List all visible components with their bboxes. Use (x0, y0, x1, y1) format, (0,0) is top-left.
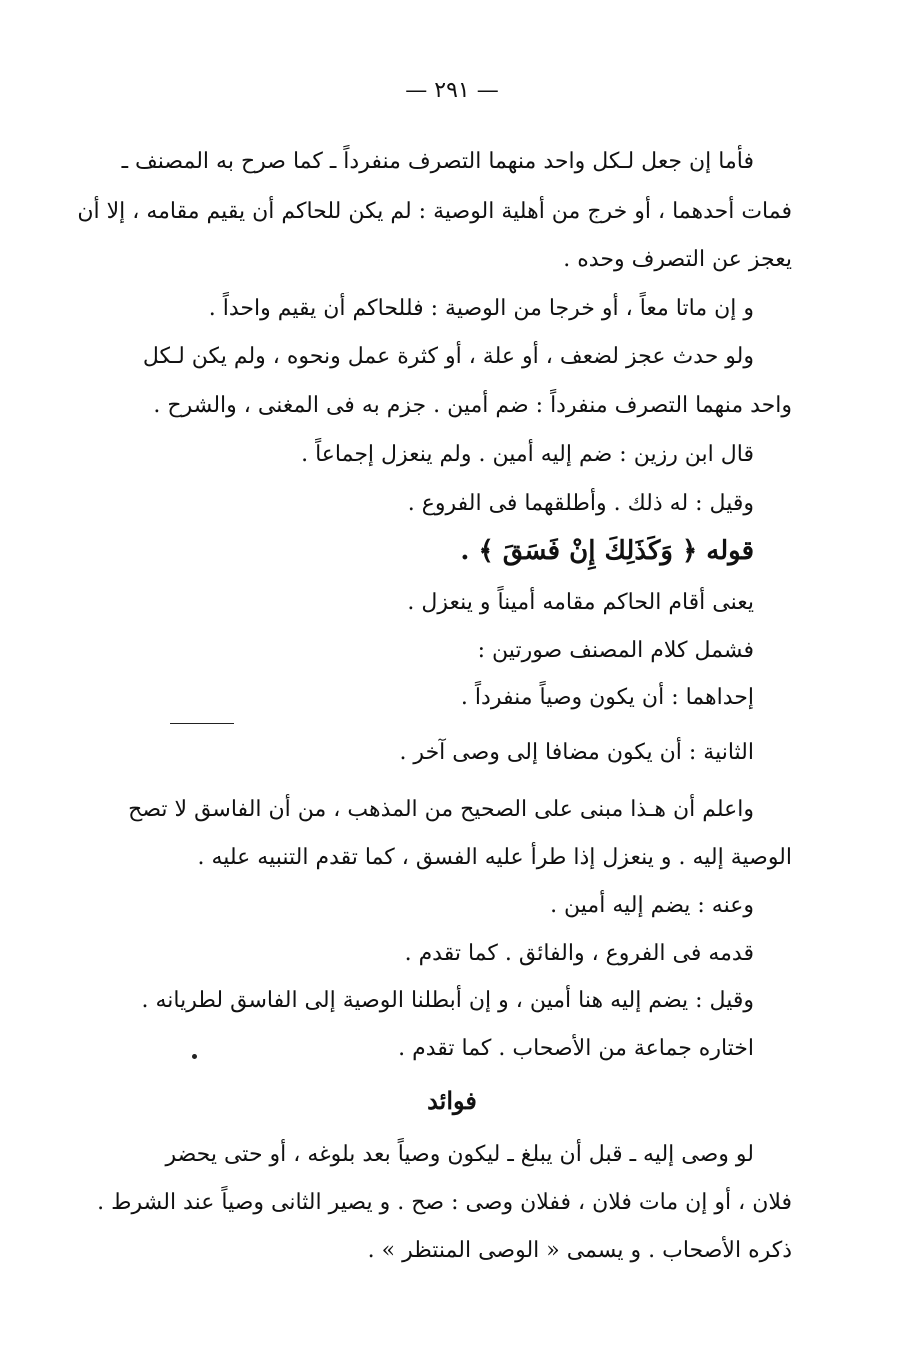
text-line: يعنى أقام الحاكم مقامه أميناً و ينعزل . (407, 590, 754, 615)
text-line: واحد منهما التصرف منفرداً : ضم أمين . جزم به فى المغنى ، والشرح . (153, 393, 792, 418)
text-line: قدمه فى الفروع ، والفائق . كما تقدم . (404, 941, 754, 966)
text-line: وقيل : يضم إليه هنا أمين ، و إن أبطلنا الوصية إلى الفاسق لطريانه . (141, 988, 754, 1013)
separator-line (170, 723, 234, 724)
text-line: فأما إن جعل لـكل واحد منهما التصرف منفرداً ـ كما صرح به المصنف ـ (121, 149, 754, 174)
text-line: ولو حدث عجز لضعف ، أو علة ، أو كثرة عمل ونحوه ، ولم يكن لـكل (142, 344, 754, 369)
section-heading: فوائد (427, 1086, 477, 1115)
text-line: فمات أحدهما ، أو خرج من أهلية الوصية : لم يكن للحاكم أن يقيم مقامه ، إلا أن (77, 199, 792, 224)
page-number: — ٢٩١ — (405, 78, 499, 103)
text-line: وقيل : له ذلك . وأطلقهما فى الفروع . (407, 491, 754, 516)
text-line: واعلم أن هـذا مبنى على الصحيح من المذهب ، من أن الفاسق لا تصح (128, 797, 754, 822)
text-line: و إن ماتا معاً ، أو خرجا من الوصية : فللحاكم أن يقيم واحداً . (208, 296, 754, 321)
ink-dot (192, 1054, 197, 1059)
text-line: الثانية : أن يكون مضافا إلى وصى آخر . (399, 740, 754, 765)
text-line: وعنه : يضم إليه أمين . (550, 893, 754, 918)
text-line: إحداهما : أن يكون وصياً منفرداً . (460, 685, 754, 710)
text-line: قال ابن رزين : ضم إليه أمين . ولم ينعزل إجماعاً . (301, 442, 754, 467)
text-line: فشمل كلام المصنف صورتين : (477, 638, 754, 663)
text-line: اختاره جماعة من الأصحاب . كما تقدم . (398, 1036, 754, 1061)
quran-verse-line: قوله ﴿ وَكَذَلِكَ إِنْ فَسَقَ ﴾ . (460, 536, 754, 566)
text-line: يعجز عن التصرف وحده . (563, 247, 792, 272)
text-line: الوصية إليه . و ينعزل إذا طرأ عليه الفسق ، كما تقدم التنبيه عليه . (197, 845, 792, 870)
text-line: ذكره الأصحاب . و يسمى « الوصى المنتظر » . (367, 1238, 792, 1263)
text-line: فلان ، أو إن مات فلان ، ففلان وصى : صح . و يصير الثانى وصياً عند الشرط . (97, 1190, 792, 1215)
text-line: لو وصى إليه ـ قبل أن يبلغ ـ ليكون وصياً بعد بلوغه ، أو حتى يحضر (165, 1142, 754, 1167)
